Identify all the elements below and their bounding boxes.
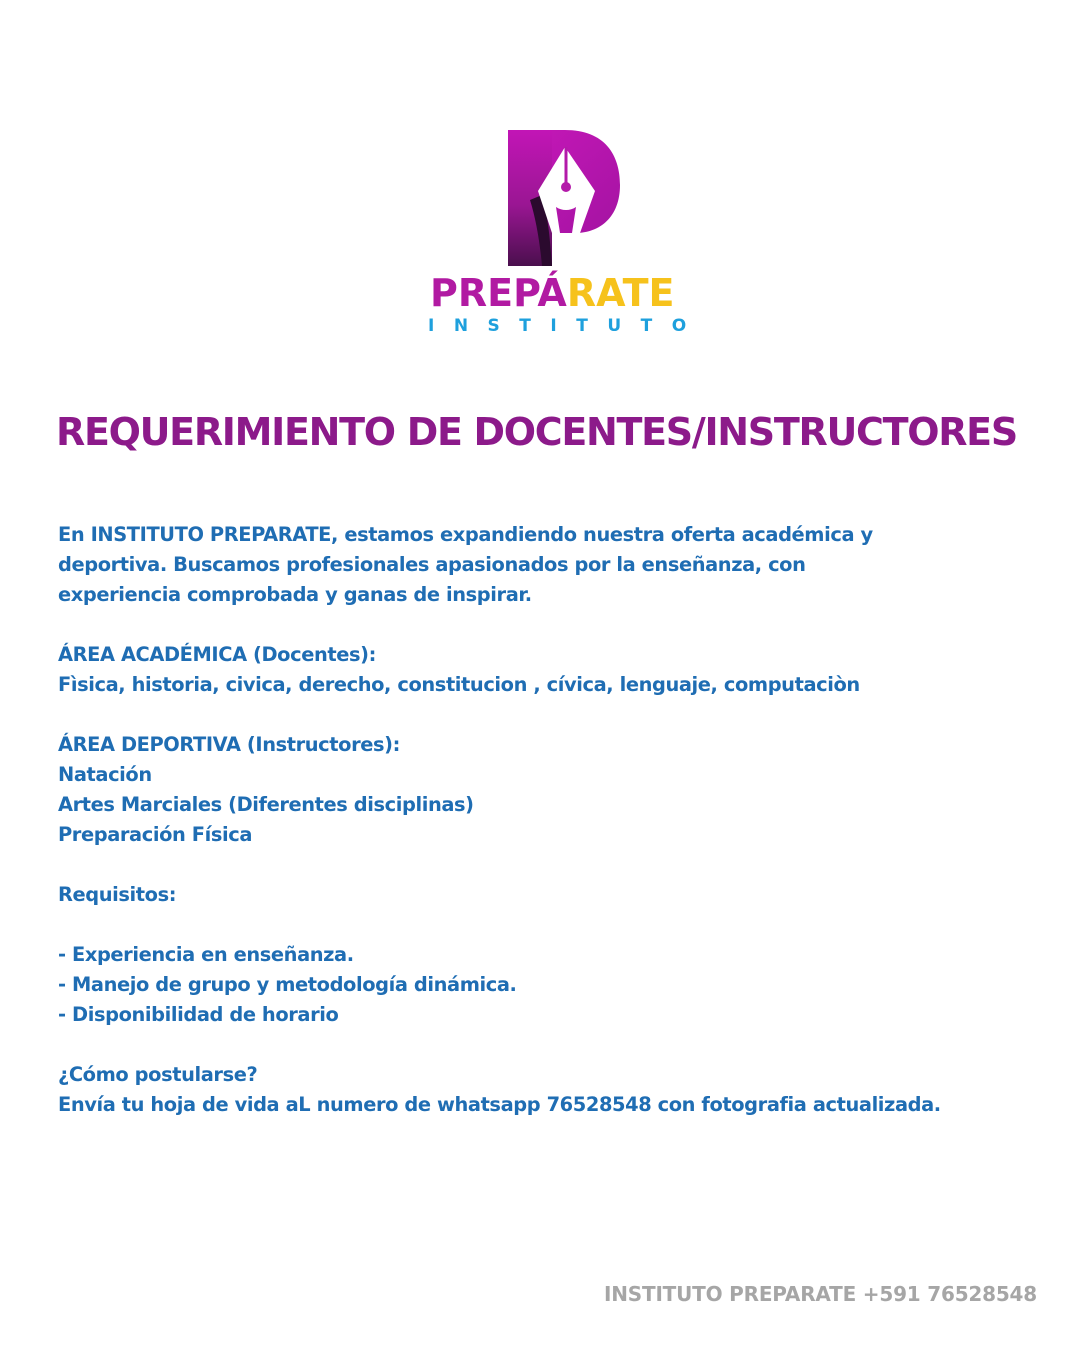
spacer [58, 850, 1058, 880]
sports-item: Artes Marciales (Diferentes disciplinas) [58, 793, 474, 816]
spacer [58, 1030, 1058, 1060]
brand-wordmark-part2: RATE [566, 271, 675, 315]
spacer [58, 610, 1058, 640]
requirements-heading: Requisitos: [58, 883, 177, 906]
requirement-item: - Disponibilidad de horario [58, 1003, 339, 1026]
academic-heading: ÁREA ACADÉMICA (Docentes): [58, 643, 376, 666]
brand-wordmark [430, 272, 674, 314]
sports-item: Preparación Física [58, 823, 253, 846]
announcement-body [58, 520, 1058, 1120]
page-title: REQUERIMIENTO DE DOCENTES/INSTRUCTORES [56, 410, 1017, 454]
intro-line: deportiva. Buscamos profesionales apasionados por la enseñanza, con [58, 553, 806, 576]
brand-wordmark-part1: PREPÁ [430, 271, 567, 315]
sports-heading: ÁREA DEPORTIVA (Instructores): [58, 733, 400, 756]
spacer [58, 910, 1058, 940]
sports-item: Natación [58, 763, 152, 786]
pen-nib-p-logo [500, 125, 630, 270]
requirement-item: - Manejo de grupo y metodología dinámica. [58, 973, 517, 996]
intro-line: En INSTITUTO PREPARATE, estamos expandiendo nuestra oferta académica y [58, 523, 873, 546]
academic-subjects: Fìsica, historia, civica, derecho, constitucion , cívica, lenguaje, computaciòn [58, 673, 860, 696]
footer-contact: INSTITUTO PREPARATE +591 76528548 [604, 1282, 1037, 1306]
requirement-item: - Experiencia en enseñanza. [58, 943, 354, 966]
brand-subtitle: INSTITUTO [428, 316, 706, 336]
intro-line: experiencia comprobada y ganas de inspirar. [58, 583, 532, 606]
apply-instructions: Envía tu hoja de vida aL numero de whatsapp 76528548 con fotografia actualizada. [58, 1093, 941, 1116]
apply-heading: ¿Cómo postularse? [58, 1063, 258, 1086]
spacer [58, 700, 1058, 730]
